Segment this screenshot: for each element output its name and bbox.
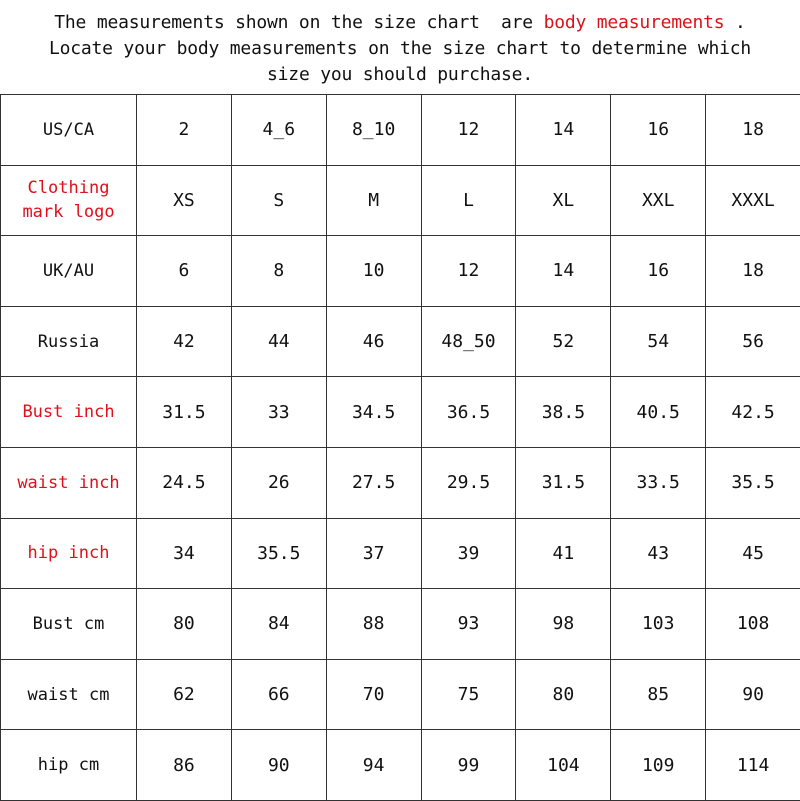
table-cell: 75 bbox=[421, 659, 516, 730]
row-label: waist inch bbox=[1, 447, 137, 518]
table-cell: XXXL bbox=[706, 165, 800, 236]
table-cell: 84 bbox=[231, 589, 326, 660]
table-cell: 35.5 bbox=[706, 447, 800, 518]
table-cell: XL bbox=[516, 165, 611, 236]
table-cell: 85 bbox=[611, 659, 706, 730]
table-cell: XS bbox=[137, 165, 232, 236]
row-label: hip cm bbox=[1, 730, 137, 801]
table-cell: 98 bbox=[516, 589, 611, 660]
table-row bbox=[1, 730, 800, 801]
table-cell: 33 bbox=[231, 377, 326, 448]
table-cell: 66 bbox=[231, 659, 326, 730]
table-cell: 86 bbox=[137, 730, 232, 801]
table-cell: 42 bbox=[137, 306, 232, 377]
table-cell: 42.5 bbox=[706, 377, 800, 448]
table-row bbox=[1, 236, 800, 307]
table-cell: 99 bbox=[421, 730, 516, 801]
table-row bbox=[1, 377, 800, 448]
table-row bbox=[1, 589, 800, 660]
instructions-line-3: size you should purchase. bbox=[0, 62, 800, 88]
table-cell: 44 bbox=[231, 306, 326, 377]
table-cell: 34 bbox=[137, 518, 232, 589]
table-cell: 14 bbox=[516, 95, 611, 166]
row-label bbox=[1, 165, 137, 236]
row-label: Bust inch bbox=[1, 377, 137, 448]
table-cell: 27.5 bbox=[326, 447, 421, 518]
table-cell: XXL bbox=[611, 165, 706, 236]
table-cell: 2 bbox=[137, 95, 232, 166]
table-cell: 103 bbox=[611, 589, 706, 660]
table-cell: 104 bbox=[516, 730, 611, 801]
table-cell: 14 bbox=[516, 236, 611, 307]
row-label-line: Clothing bbox=[1, 176, 136, 200]
table-cell: 4_6 bbox=[231, 95, 326, 166]
table-cell: 18 bbox=[706, 236, 800, 307]
instructions-line-1 bbox=[0, 10, 800, 36]
instructions-line-2: Locate your body measurements on the size chart to determine which bbox=[0, 36, 800, 62]
table-row bbox=[1, 447, 800, 518]
table-cell: 24.5 bbox=[137, 447, 232, 518]
table-row bbox=[1, 306, 800, 377]
table-cell: 8 bbox=[231, 236, 326, 307]
table-cell: 34.5 bbox=[326, 377, 421, 448]
table-cell: 56 bbox=[706, 306, 800, 377]
table-cell: 12 bbox=[421, 95, 516, 166]
table-cell: 52 bbox=[516, 306, 611, 377]
table-cell: 80 bbox=[516, 659, 611, 730]
table-cell: M bbox=[326, 165, 421, 236]
row-label: Russia bbox=[1, 306, 137, 377]
table-cell: 93 bbox=[421, 589, 516, 660]
table-cell: 31.5 bbox=[137, 377, 232, 448]
table-cell: 38.5 bbox=[516, 377, 611, 448]
table-cell: 16 bbox=[611, 236, 706, 307]
row-label: Bust cm bbox=[1, 589, 137, 660]
row-label: hip inch bbox=[1, 518, 137, 589]
table-cell: 6 bbox=[137, 236, 232, 307]
table-cell: 39 bbox=[421, 518, 516, 589]
table-cell: 12 bbox=[421, 236, 516, 307]
body-measurements-highlight: body measurements bbox=[544, 12, 725, 33]
table-cell: 62 bbox=[137, 659, 232, 730]
table-cell: 37 bbox=[326, 518, 421, 589]
table-cell: 94 bbox=[326, 730, 421, 801]
table-cell: 108 bbox=[706, 589, 800, 660]
row-label: US/CA bbox=[1, 95, 137, 166]
table-cell: 31.5 bbox=[516, 447, 611, 518]
table-row bbox=[1, 518, 800, 589]
table-cell: 33.5 bbox=[611, 447, 706, 518]
table-cell: 45 bbox=[706, 518, 800, 589]
table-cell: 90 bbox=[231, 730, 326, 801]
size-chart-table bbox=[0, 94, 800, 801]
table-cell: 109 bbox=[611, 730, 706, 801]
table-cell: 80 bbox=[137, 589, 232, 660]
row-label: waist cm bbox=[1, 659, 137, 730]
table-cell: 41 bbox=[516, 518, 611, 589]
table-cell: 8_10 bbox=[326, 95, 421, 166]
table-cell: 40.5 bbox=[611, 377, 706, 448]
table-cell: 43 bbox=[611, 518, 706, 589]
table-cell: 35.5 bbox=[231, 518, 326, 589]
row-label: UK/AU bbox=[1, 236, 137, 307]
table-cell: 46 bbox=[326, 306, 421, 377]
table-cell: 88 bbox=[326, 589, 421, 660]
table-cell: L bbox=[421, 165, 516, 236]
table-row bbox=[1, 95, 800, 166]
size-chart-body bbox=[1, 95, 800, 801]
table-cell: 48_50 bbox=[421, 306, 516, 377]
table-cell: 70 bbox=[326, 659, 421, 730]
size-chart-instructions bbox=[0, 0, 800, 94]
instructions-text-1a: The measurements shown on the size chart are bbox=[54, 12, 543, 33]
table-cell: 16 bbox=[611, 95, 706, 166]
table-cell: 90 bbox=[706, 659, 800, 730]
table-cell: 29.5 bbox=[421, 447, 516, 518]
instructions-text-1b: . bbox=[724, 12, 745, 33]
table-cell: 36.5 bbox=[421, 377, 516, 448]
table-cell: S bbox=[231, 165, 326, 236]
table-cell: 10 bbox=[326, 236, 421, 307]
row-label-line: mark logo bbox=[1, 200, 136, 224]
table-cell: 26 bbox=[231, 447, 326, 518]
table-row bbox=[1, 659, 800, 730]
table-row bbox=[1, 165, 800, 236]
table-cell: 18 bbox=[706, 95, 800, 166]
table-cell: 114 bbox=[706, 730, 800, 801]
table-cell: 54 bbox=[611, 306, 706, 377]
